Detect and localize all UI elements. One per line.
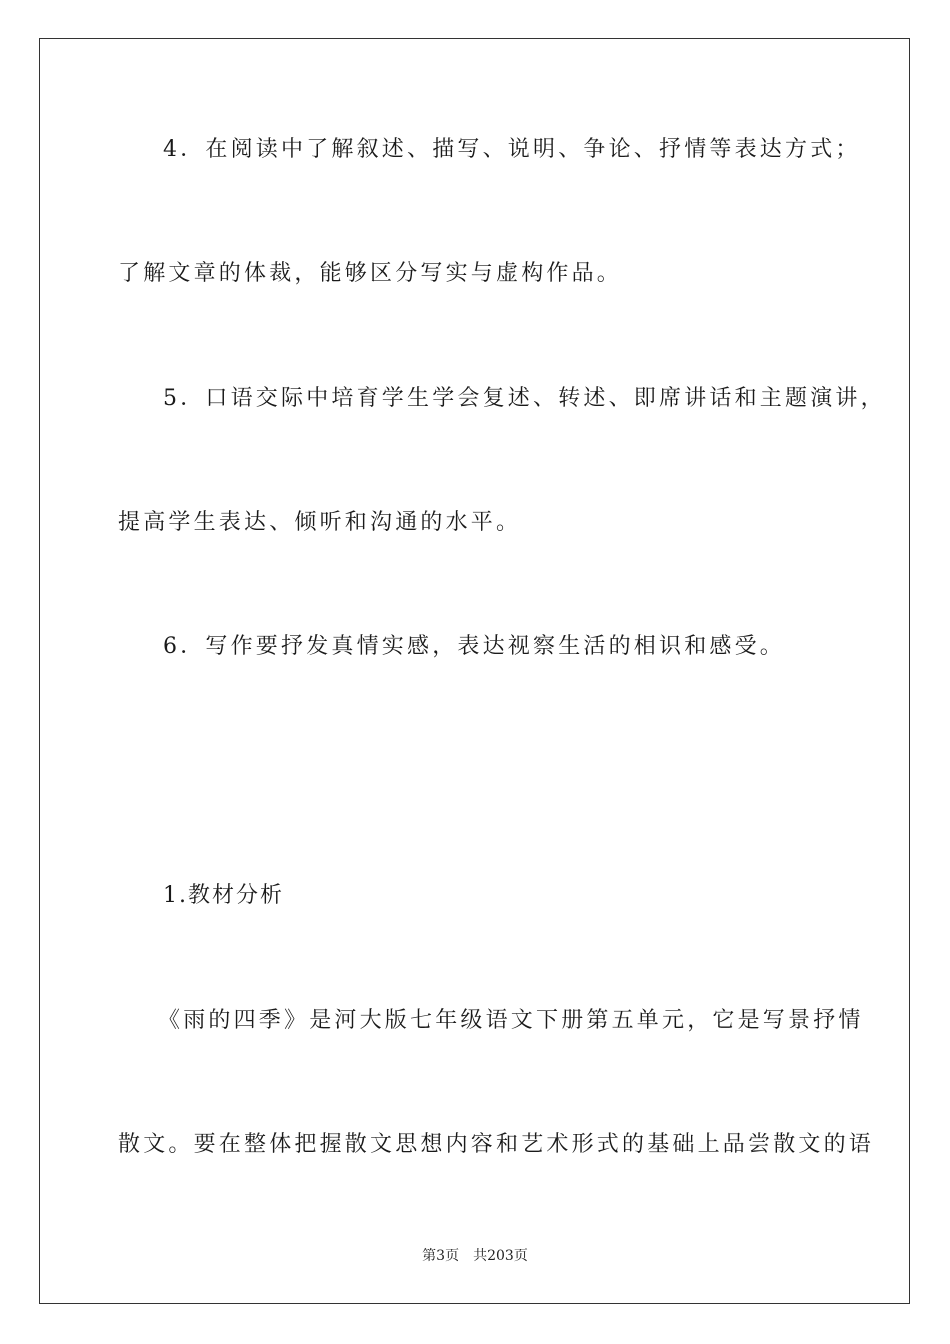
analysis-line-2: 散文。要在整体把握散文思想内容和艺术形式的基础上品尝散文的语 <box>118 1132 875 1157</box>
page-total: 共203页 <box>473 1248 528 1264</box>
page-footer <box>0 1247 950 1265</box>
analysis-line-1: 《雨的四季》是河大版七年级语文下册第五单元，它是写景抒情 <box>158 1008 864 1033</box>
paragraph-6-line-1: 6．写作要抒发真情实感，表达视察生活的相识和感受。 <box>163 634 785 659</box>
paragraph-4-line-2: 了解文章的体裁，能够区分写实与虚构作品。 <box>118 261 623 286</box>
page-number: 第3页 <box>422 1248 460 1264</box>
paragraph-4-line-1: 4．在阅读中了解叙述、描写、说明、争论、抒情等表达方式； <box>163 137 861 162</box>
paragraph-5-line-2: 提高学生表达、倾听和沟通的水平。 <box>118 510 522 535</box>
paragraph-5-line-1: 5．口语交际中培育学生学会复述、转述、即席讲话和主题演讲， <box>163 386 886 411</box>
page-border <box>39 38 910 1304</box>
section-heading: 1.教材分析 <box>163 883 284 908</box>
